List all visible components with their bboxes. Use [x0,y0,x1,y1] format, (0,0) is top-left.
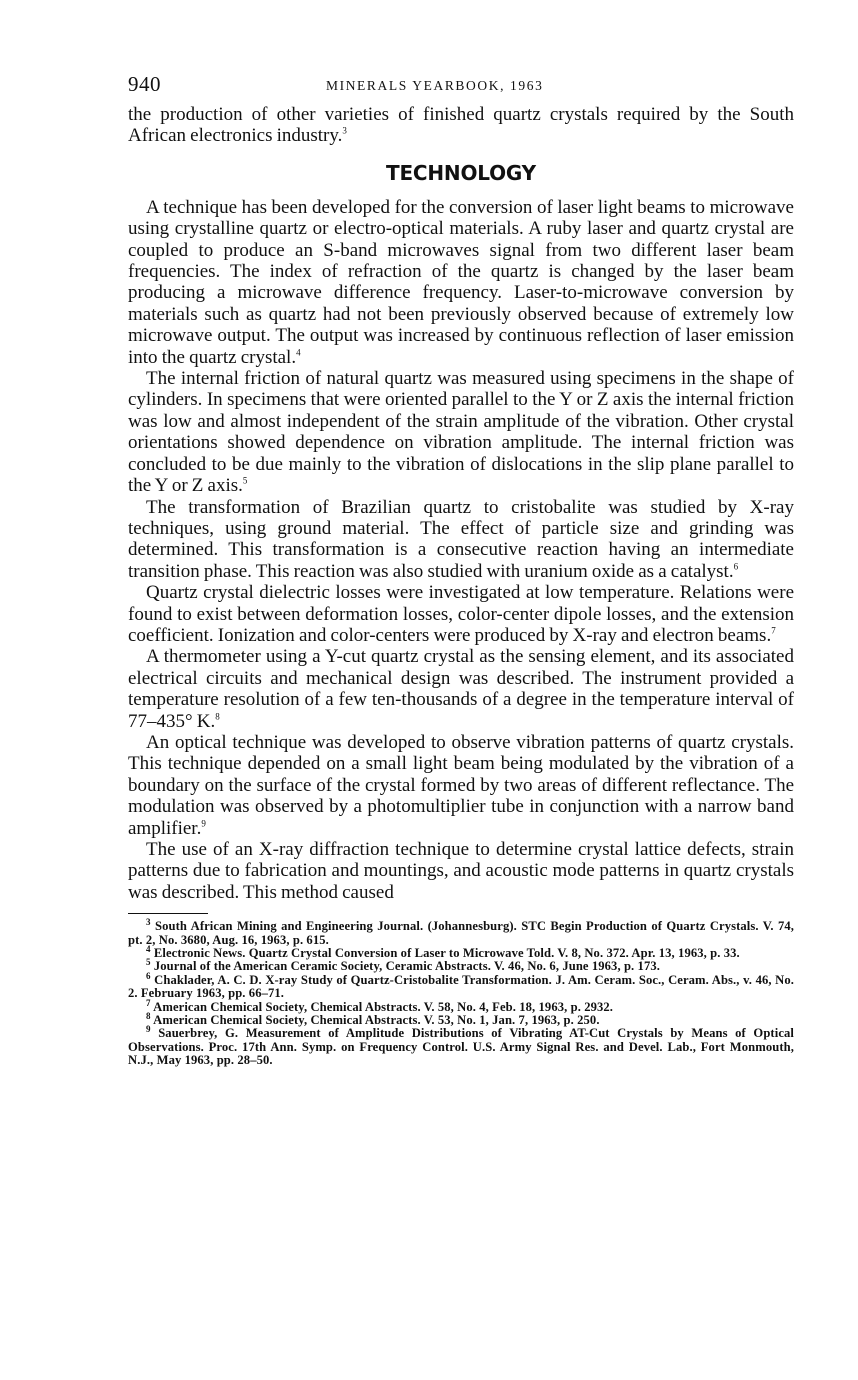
running-head [128,68,794,104]
footnote-text: South African Mining and Engineering Journal. (Johannesburg). STC Begin Production of Quartz Crystals. V. 74, pt. 2, No. 3680, Aug. 16, 1963, p. 615. [128,919,794,947]
footnote-number: 6 [146,970,151,981]
footnote-ref: 8 [215,711,220,722]
footnote-ref: 9 [201,818,206,829]
intro-paragraph-text: the production of other varieties of finished quartz crystals required by the South African electronics industry. [128,104,794,147]
footnote [128,917,794,947]
body-paragraph [128,732,794,839]
footnote-number: 8 [146,1010,151,1021]
footnote-text: Electronic News. Quartz Crystal Conversion of Laser to Microwave Told. V. 8, No. 372. Apr. 13, 1963, p. 33. [153,946,740,961]
document-page [128,68,794,1068]
footnote-text: Sauerbrey, G. Measurement of Amplitude Distributions of Vibrating AT-Cut Crystals by Means of Optical Observations. Proc. 17th Ann. Symp. on Frequency Control. U.S. Army Signal Res. and Devel. Lab., Fort Monmouth, N.J., May 1963, pp. 28–50. [128,1026,795,1068]
paragraph-text: An optical technique was developed to observe vibration patterns of quartz crystals. This technique depended on a small light beam being modulated by the vibration of a boundary on the surface of the crystal formed by two areas of different reflectance. The modulation was observed by a photomultiplier tube in conjunction with a narrow band amplifier. [128,731,794,839]
footnote-divider [128,913,208,914]
intro-paragraph [128,104,794,147]
footnote-number: 3 [146,917,151,928]
footnote-number: 9 [146,1024,151,1035]
paragraph-text: The transformation of Brazilian quartz to cristobalite was studied by X-ray techniques, using ground material. The effect of particle size and grinding was determined. This transformation is a consecutive reaction having an intermediate transition phase. This reaction was also studied with uranium oxide as a catalyst. [128,496,794,582]
paragraph-text: A thermometer using a Y-cut quartz crystal as the sensing element, and its associated electrical circuits and mechanical design was described. The instrument provided a temperature resolution of a few ten-thousands of a degree in the temperature interval of 77–435° K. [128,646,794,732]
page-number: 940 [128,72,161,96]
body-paragraph [128,497,794,583]
footnote-ref: 3 [342,126,347,137]
footnote-text: American Chemical Society, Chemical Abstracts. V. 58, No. 4, Feb. 18, 1963, p. 2932. [153,999,614,1014]
paragraph-text: The internal friction of natural quartz was measured using specimens in the shape of cylinders. In specimens that were oriented parallel to the Y or Z axis the internal friction was low and almost independent of the strain amplitude of the vibration. Other crystal orientations showed dependence on vibration amplitude. The internal friction was concluded to be due mainly to the vibration of dislocations in the slip plane parallel to the Y or Z axis. [128,368,794,497]
footnote-text: Chaklader, A. C. D. X-ray Study of Quartz-Cristobalite Transformation. J. Am. Ceram. Soc., Ceram. Abs., v. 46, No. 2. February 1963, pp. 66–71. [128,972,794,1001]
body-paragraph [128,368,794,496]
paragraph-text: Quartz crystal dielectric losses were investigated at low temperature. Relations were found to exist between deformation losses, color-center dipole losses, and the extension coefficient. Ionization and color-centers were produced by X-ray and electron beams. [128,582,794,646]
footnote-number: 5 [146,957,151,968]
body-paragraph [128,646,794,732]
paragraph-text: A technique has been developed for the conversion of laser light beams to microwave using crystalline quartz or electro-optical materials. A ruby laser and quartz crystal are coupled to produce an S-band microwaves signal from two different laser beam frequencies. The index of refraction of the quartz is changed by the laser beam producing a microwave difference frequency. Laser-to-microwave conversion by materials such as quartz had not been previously observed because of extremely low microwave output. The output was increased by continuous reflection of laser emission into the quartz crystal. [128,196,794,368]
running-title: MINERALS YEARBOOK, 1963 [326,78,544,93]
footnote-ref: 5 [242,475,248,486]
footnote-text: American Chemical Society, Chemical Abstracts. V. 53, No. 1, Jan. 7, 1963, p. 250. [153,1013,600,1028]
footnote-ref: 7 [771,625,776,636]
body-paragraph [128,839,794,903]
footnote-text: Journal of the American Ceramic Society, Ceramic Abstracts. V. 46, No. 6, June 1963, p. 173. [153,959,660,974]
footnote-ref: 6 [733,561,739,572]
footnote-number: 7 [146,997,151,1008]
body-paragraph [128,582,794,646]
body-paragraph [128,197,794,368]
footnote-number: 4 [146,943,151,954]
section-heading: TECHNOLOGY [386,160,536,185]
footnote [128,1024,795,1068]
footnotes [128,917,795,1068]
footnote-ref: 4 [296,347,301,358]
footnote [128,970,794,1001]
body-text [128,104,794,903]
paragraph-text: The use of an X-ray diffraction technique to determine crystal lattice defects, strain patterns due to fabrication and mountings, and acoustic mode patterns in quartz crystals was described. This method caused [128,839,794,903]
footnote [128,957,794,974]
